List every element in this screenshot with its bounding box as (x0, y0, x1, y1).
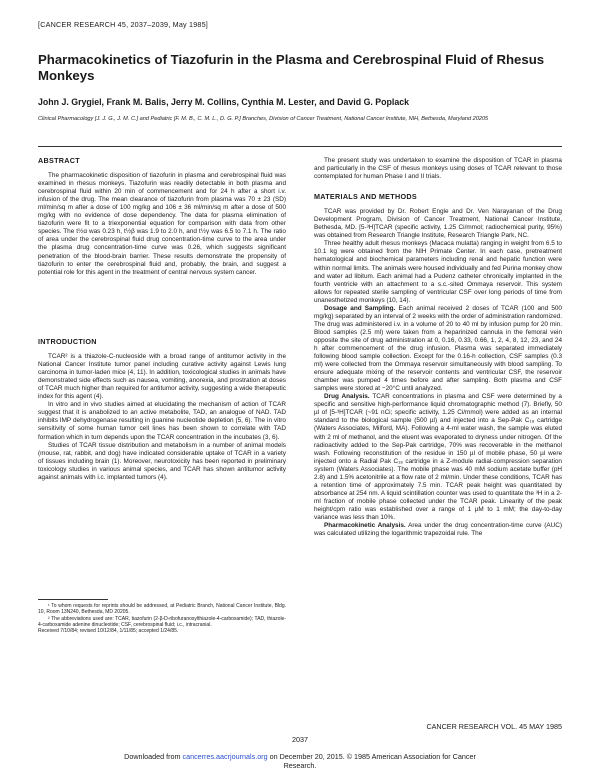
journal-footer: CANCER RESEARCH VOL. 45 MAY 1985 (426, 722, 562, 731)
footnote: ¹ To whom requests for reprints should be addressed, at Pediatric Branch, National Cancer Institute, Bldg. 10, Room 13N240, Bethesda, MD 20205. (38, 603, 286, 616)
download-prefix: Downloaded from (124, 752, 183, 761)
drug-analysis-text: TCAR concentrations in plasma and CSF were determined by a specific and sensitive high-performance liquid chromatographic method (7). Briefly, 50 µl of [5-³H]TCAR (~91 nCi; specific activity, 1.25 Ci/mmol) were added as an internal standard to the biological sample (500 µl) and injected into a Sep-Pak C₁₈ cartridge (Waters Associates, Milford, MA). Following a 4-ml water wash, the sample was eluted with 2 ml of methanol, and the eluent was evaporated to dryness under nitrogen. Of the radioactivity added to the Sep-Pak cartridge, 70% was recoverable in the methanol wash. Following reconstitution of the residue in 150 µl of mobile phase, 50 µl were injected onto a Radial Pak C₁₈ cartridge in a Z-module radial-compression separation system (Waters Associates). The mobile phase was 40 mM sodium acetate buffer (pH 2.8) and 1.5% acetonitrile at a flow rate of 2 ml/min. Under these conditions, TCAR has a retention time of approximately 7.5 min. TCAR peak height was quantitated by absorbance at 254 nm. A liquid scintillation counter was used to quantitate the ³H in a 2-ml fraction of mobile phase collected under the TCAR peak. Linearity of the peak height/cpm ratio was established over a range of 1 µM to 1 mM; the day-to-day variance was less than 10%. (314, 393, 562, 521)
pk-analysis-text: Area under the drug concentration-time curve (AUC) was calculated utilizing the logarithmic trapezoidal rule. The (314, 522, 562, 538)
intro-paragraph: In vitro and in vivo studies aimed at elucidating the mechanism of action of TCAR suggest that it is anabolized to an active metabolite, TAD, an analogue of NAD. TAD inhibits IMP dehydrogenase resulting in guanine nucleotide depletion (5, 6). The in vitro sensitivity of some human tumor cell lines has been shown to correlate with TAD formation which in turn depends upon the TCAR concentration in the incubates (3, 6). (38, 401, 286, 441)
abstract-text: The pharmacokinetic disposition of tiazofurin in plasma and cerebrospinal fluid was examined in rhesus monkeys. Tiazofurin was readily detectable in both plasma and cerebrospinal fluid within 20 min of commencement and for 24 h after a short i.v. infusion of the drug. The mean clearance of tiazofurin from plasma was 70 ± 23 (SD) ml/min/sq m after a dose of 100 mg/kg and 106 ± 36 ml/min/sq m after a dose of 500 mg/kg with no evidence of dose dependency. The data for plasma elimination of tiazofurin were fit to a triexponential equation for comparison with data from other species. The t½α was 0.23 h, t½β was 1.9 to 2.0 h, and t½γ was 6.5 to 7.1 h. The ratio of area under the cerebrospinal fluid drug concentration-time curve to the area under the plasma drug concentration-time curve was 0.26, which suggests significant penetration of the blood-brain barrier. These results demonstrate the propensity of tiazofurin to enter the cerebrospinal fluid and, probably, the brain, and suggest a potential role for this agent in the treatment of central nervous system cancer. (38, 172, 286, 276)
introduction-heading: INTRODUCTION (38, 337, 97, 346)
affiliation: Clinical Pharmacology [J. J. G., J. M. C.] and Pediatric [F. M. B., C. M. L., D. G. P.] Branches, Division of Cancer Treatment, National Cancer Institute, NIH, Bethesda, Maryland 20205 (38, 116, 489, 122)
right-column (314, 157, 562, 538)
abstract-section (38, 157, 286, 277)
download-notice (0, 752, 600, 770)
author-list: John J. Grygiel, Frank M. Balis, Jerry M. Collins, Cynthia M. Lester, and David G. Poplack (38, 97, 410, 107)
intro-paragraph: Studies of TCAR tissue distribution and metabolism in a number of animal models (mouse, rat, rabbit, and dog) have indicated considerable uptake of TCAR in a variety of tissues including brain (1). Moreover, neurotoxicity has been reported in preliminary toxicology studies in various animal species, and TCAR has shown antitumor activity against animals with i.c. implanted tumors (4). (38, 441, 286, 481)
article-title: Pharmacokinetics of Tiazofurin in the Plasma and Cerebrospinal Fluid of Rhesus Monkeys (38, 52, 545, 83)
download-link[interactable]: cancerres.aacrjournals.org (182, 752, 268, 761)
pk-analysis-subheading: Pharmacokinetic Analysis. (324, 522, 406, 530)
footnote: ² The abbreviations used are: TCAR, tiazofurin (2-β-D-ribofuranosylthiazole-4-carboxamide); TAD, thiazole-4-carboxamide adenine dinucleotide; CSF, cerebrospinal fluid; i.c., intracranial. (38, 615, 286, 628)
dosage-text: Each animal received 2 doses of TCAR (100 and 500 mg/kg) separated by an interval of 2 weeks with the order of administration randomized. The drug was administered i.v. in a volume of 20 to 40 ml by infusion pump for 20 min. Blood samples (2.5 ml) were taken from a heparinized cannula in the femoral vein opposite the site of drug administration at 0, 0.16, 0.33, 0.66, 1, 2, 4, 8, 12, 23, and 24 h after commencement of the drug infusion. Plasma was separated immediately following blood sample collection. Except for the 0.16-h collection, CSF samples (0.3 ml) were collected from the Ommaya reservoir simultaneously with blood sampling. To ensure adequate mixing of the reservoir contents and ventricular CSF, the reservoir chamber was pumped 4 times before and after sampling. Both plasma and CSF samples were stored at −20°C until analyzed. (314, 304, 562, 393)
header-divider (38, 146, 562, 147)
drug-analysis-subheading: Drug Analysis. (324, 393, 370, 401)
download-suffix: on December 20, 2015. © 1985 American Association for Cancer (267, 752, 476, 761)
methods-paragraph: Three healthy adult rhesus monkeys (Macaca mulatta) ranging in weight from 6.5 to 10.1 kg were obtained from the NIH Primate Center. In each case, pretreatment hematological and biochemical parameters including renal and hepatic function were within normal limits. The animals were housed individually and fed Purina monkey chow and water ad libitum. Each animal had a Pudenz catheter chronically implanted in the fourth ventricle with an attachment to a s.c.-sited Ommaya reservoir. This system allows for repeated sterile sampling of ventricular CSF over long periods of time from unanesthetized monkeys (10, 14). (314, 240, 562, 304)
dosage-subheading: Dosage and Sampling. (324, 304, 396, 312)
abstract-heading: ABSTRACT (38, 156, 80, 165)
intro-continued: The present study was undertaken to examine the disposition of TCAR in plasma and particularly in the CSF of rhesus monkeys using doses of TCAR relevant to those contemplated for human Phase I and II trials. (314, 157, 562, 181)
download-line2: Research. (283, 761, 317, 770)
journal-reference: [CANCER RESEARCH 45, 2037–2039, May 1985] (38, 20, 208, 29)
methods-paragraph: TCAR was provided by Dr. Robert Engle and Dr. Ven Narayanan of the Drug Development Program, Division of Cancer Treatment, National Cancer Institute, Bethesda, MD. [5-³H]TCAR (specific activity, 1.25 Ci/mmol; radiochemical purity, 95%) was obtained from Research Triangle Institute, Research Triangle Park, NC. (314, 208, 562, 240)
footnotes (38, 603, 286, 634)
footnote-divider (38, 599, 108, 600)
methods-heading: MATERIALS AND METHODS (314, 192, 417, 202)
introduction-section (38, 338, 286, 482)
intro-paragraph: TCAR² is a thiazole-C-nucleoside with a broad range of antitumor activity in the National Cancer Institute tumor panel including curative activity against Lewis lung carcinoma in tumor-laden mice (4, 11). In addition, toxicological studies in animals have demonstrated side effects such as nausea, vomiting, anorexia, and prostration at doses of TCAR much higher than required for antitumor activity, suggesting a wide therapeutic index for this agent (4). (38, 353, 286, 401)
page-number: 2037 (292, 735, 308, 744)
received-dates: Received 7/10/84; revised 10/12/84, 1/11/85; accepted 1/24/85. (38, 628, 179, 635)
